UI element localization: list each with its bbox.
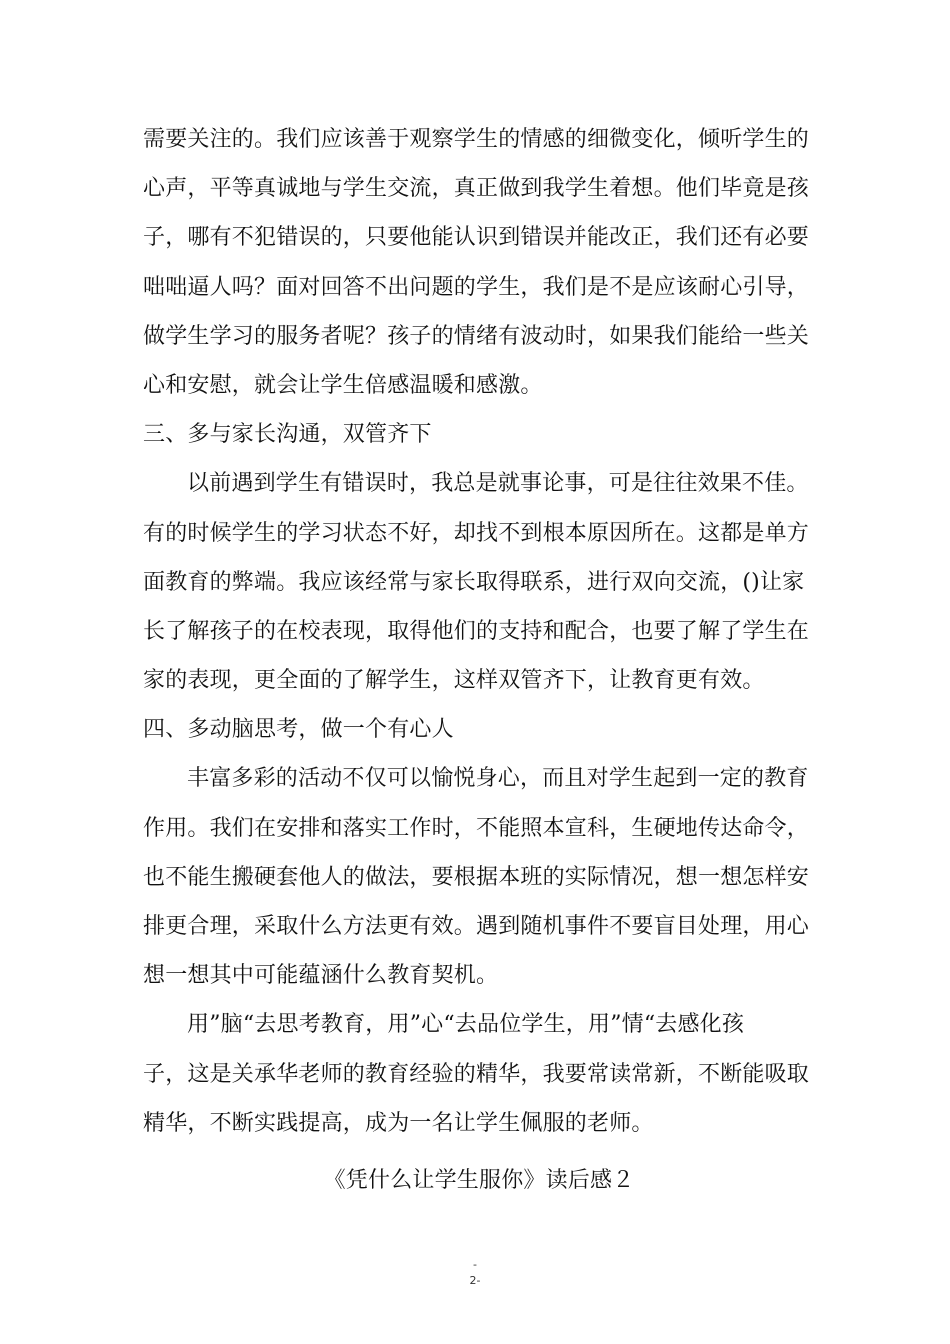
body-line-17: 排更合理，采取什么方法更有效。遇到随机事件不要盲目处理，用心 — [143, 914, 810, 939]
body-line-8: 以前遇到学生有错误时，我总是就事论事，可是往往效果不佳。 — [187, 471, 809, 497]
body-line-10: 面教育的弊端。我应该经常与家长取得联系，进行双向交流，()让家 — [143, 569, 805, 595]
page-number: 2- — [469, 1274, 481, 1287]
body-line-11: 长了解孩子的在校表现，取得他们的支持和配合，也要了解了学生在 — [143, 618, 810, 644]
document-page — [143, 115, 815, 1205]
essay-title: 《凭什么让学生服你》读后感２ — [323, 1167, 635, 1193]
body-line-16: 也不能生搬硬套他人的做法，要根据本班的实际情况，想一想怎样安 — [143, 864, 810, 890]
body-line-4: 咄咄逼人吗？面对回答不出问题的学生，我们是不是应该耐心引导， — [143, 274, 810, 300]
body-line-19: 用”脑“去思考教育，用”心“去品位学生，用”情“去感化孩 — [187, 1012, 745, 1038]
body-line-3: 子，哪有不犯错误的，只要他能认识到错误并能改正，我们还有必要 — [143, 225, 810, 251]
body-line-20: 子，这是关承华老师的教育经验的精华，我要常读常新，不断能吸取 — [143, 1061, 810, 1087]
body-line-15: 作用。我们在安排和落实工作时，不能照本宣科，生硬地传达命令， — [143, 815, 810, 841]
body-line-9: 有的时候学生的学习状态不好，却找不到根本原因所在。这都是单方 — [143, 520, 810, 546]
body-line-12: 家的表现，更全面的了解学生，这样双管齐下，让教育更有效。 — [143, 668, 765, 694]
body-line-14: 丰富多彩的活动不仅可以愉悦身心，而且对学生起到一定的教育 — [187, 766, 809, 792]
body-line-6: 心和安慰，就会让学生倍感温暖和感激。 — [143, 372, 543, 398]
section-heading-3: 三、多与家长沟通，双管齐下 — [143, 422, 432, 448]
body-line-18: 想一想其中可能蕴涵什么教育契机。 — [143, 963, 499, 989]
body-line-5: 做学生学习的服务者呢？孩子的情绪有波动时，如果我们能给一些关 — [143, 323, 810, 349]
body-line-2: 心声，平等真诚地与学生交流，真正做到我学生着想。他们毕竟是孩 — [143, 176, 810, 202]
section-heading-4: 四、多动脑思考，做一个有心人 — [143, 717, 454, 743]
footer-dash: - — [473, 1258, 477, 1271]
body-line-1: 需要关注的。我们应该善于观察学生的情感的细微变化，倾听学生的 — [143, 127, 810, 152]
body-line-21: 精华，不断实践提高，成为一名让学生佩服的老师。 — [143, 1110, 654, 1136]
